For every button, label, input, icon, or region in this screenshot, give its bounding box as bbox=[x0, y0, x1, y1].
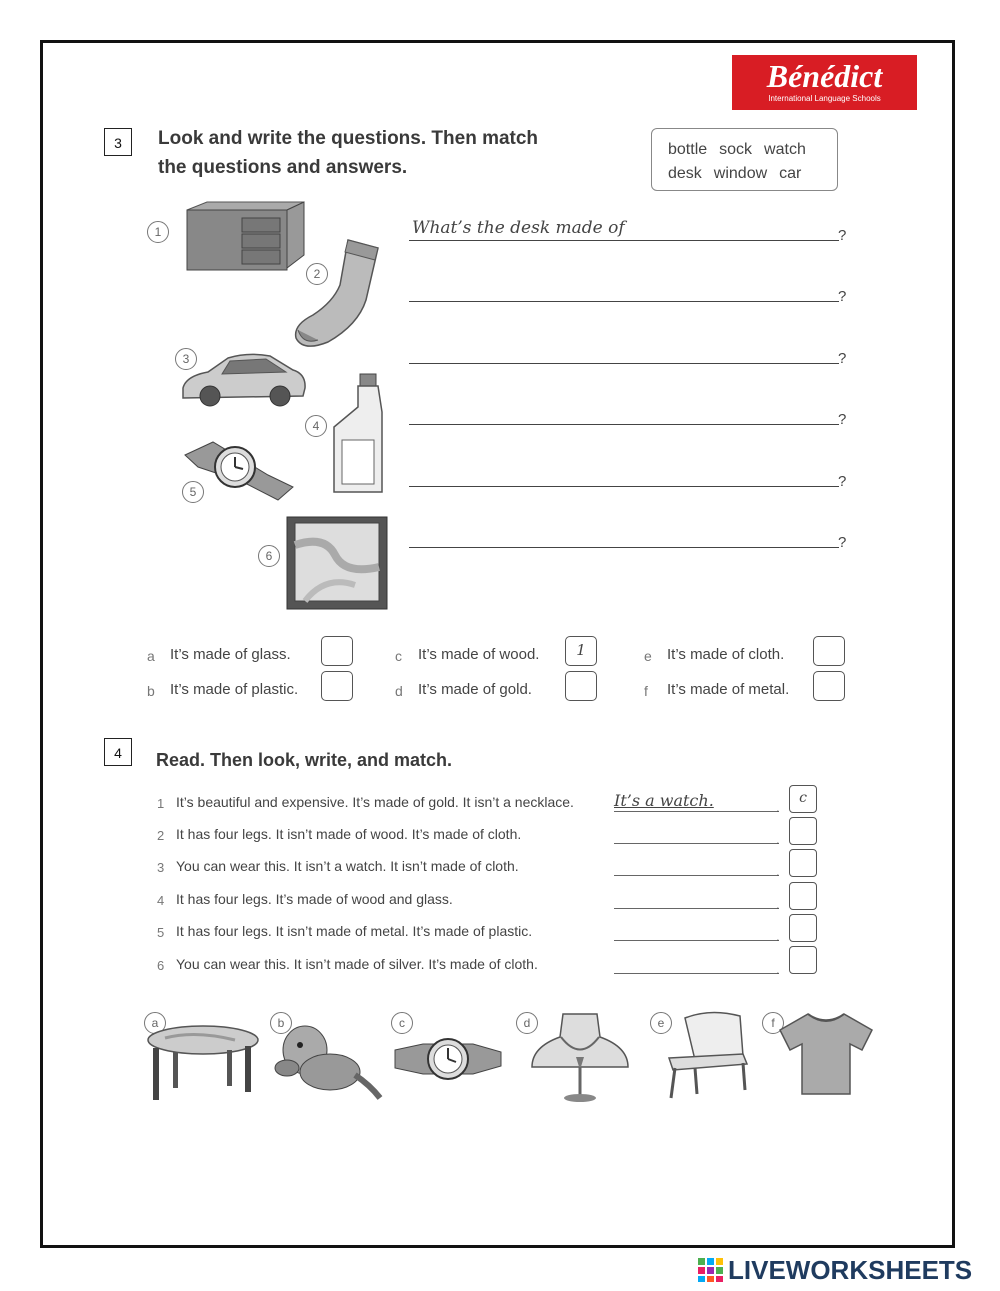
period: . bbox=[776, 929, 780, 944]
question-mark: ? bbox=[838, 350, 847, 367]
picture-letter-circle: a bbox=[144, 1012, 166, 1034]
item-number-circle: 3 bbox=[175, 348, 197, 370]
sentence-text: You can wear this. It isn’t a watch. It isn’t made of cloth. bbox=[176, 858, 519, 874]
question-line-2[interactable] bbox=[409, 301, 839, 302]
option-text: It’s made of wood. bbox=[418, 646, 540, 663]
liveworksheets-text: LIVEWORKSHEETS bbox=[728, 1255, 973, 1285]
answer-line[interactable] bbox=[614, 973, 779, 974]
item-number-circle: 4 bbox=[305, 415, 327, 437]
option-letter: d bbox=[395, 683, 403, 699]
sentence-number: 6 bbox=[157, 958, 165, 973]
table-picture bbox=[145, 1018, 260, 1102]
sentence-number: 2 bbox=[157, 828, 165, 843]
item-number-circle: 2 bbox=[306, 263, 328, 285]
word: car bbox=[779, 165, 802, 182]
window-picture bbox=[285, 515, 390, 613]
watch-picture-c bbox=[393, 1032, 503, 1084]
question-line-3[interactable] bbox=[409, 363, 839, 364]
sentence-text: You can wear this. It isn’t made of silver. It’s made of cloth. bbox=[176, 956, 538, 972]
section4-title: Read. Then look, write, and match. bbox=[156, 750, 453, 770]
picture-letter-circle: d bbox=[516, 1012, 538, 1034]
match-box-1[interactable]: c bbox=[789, 785, 817, 813]
chair-picture bbox=[665, 1008, 750, 1100]
picture-letter-circle: f bbox=[762, 1012, 784, 1034]
watch-picture bbox=[183, 437, 295, 502]
toy-dog-picture bbox=[265, 1020, 383, 1102]
question-mark: ? bbox=[838, 534, 847, 551]
option-answer-box-a[interactable] bbox=[321, 636, 353, 666]
sentence-text: It has four legs. It isn’t made of metal. It’s made of plastic. bbox=[176, 923, 533, 939]
word-box bbox=[651, 128, 838, 191]
question-line-4[interactable] bbox=[409, 424, 839, 425]
sock-picture bbox=[278, 230, 383, 350]
option-letter: c bbox=[395, 648, 402, 664]
question-line-6[interactable] bbox=[409, 547, 839, 548]
section4-number: 4 bbox=[104, 738, 132, 766]
option-answer-box-c[interactable]: 1 bbox=[565, 636, 597, 666]
question-mark: ? bbox=[838, 411, 847, 428]
answer-line[interactable] bbox=[614, 908, 779, 909]
question-mark: ? bbox=[838, 227, 847, 244]
option-text: It’s made of cloth. bbox=[667, 646, 785, 663]
sentence-number: 5 bbox=[157, 925, 165, 940]
option-letter: b bbox=[147, 683, 155, 699]
word: bottle bbox=[668, 141, 708, 158]
sentence-number: 3 bbox=[157, 860, 165, 875]
period: . bbox=[776, 962, 780, 977]
word: watch bbox=[764, 141, 806, 158]
sentence-answer-1[interactable]: It’s a watch. bbox=[614, 791, 714, 810]
option-answer-box-f[interactable] bbox=[813, 671, 845, 701]
sentence-text: It has four legs. It isn’t made of wood. It’s made of cloth. bbox=[176, 826, 522, 842]
sentence-number: 4 bbox=[157, 893, 165, 908]
match-box-6[interactable] bbox=[789, 946, 817, 974]
option-text: It’s made of gold. bbox=[418, 681, 532, 698]
liveworksheets-logo-icon bbox=[698, 1258, 724, 1282]
answer-line[interactable] bbox=[614, 940, 779, 941]
option-answer-box-e[interactable] bbox=[813, 636, 845, 666]
option-letter: a bbox=[147, 648, 155, 664]
match-box-5[interactable] bbox=[789, 914, 817, 942]
match-box-2[interactable] bbox=[789, 817, 817, 845]
word: sock bbox=[719, 141, 753, 158]
logo-name: Bénédict bbox=[766, 58, 883, 94]
car-picture bbox=[178, 348, 308, 410]
word: desk bbox=[668, 165, 702, 182]
bottle-picture bbox=[330, 372, 385, 497]
period: . bbox=[776, 864, 780, 879]
word: window bbox=[713, 165, 768, 182]
section3-number: 3 bbox=[104, 128, 132, 156]
option-text: It’s made of metal. bbox=[667, 681, 790, 698]
question-line-5[interactable] bbox=[409, 486, 839, 487]
necklace-picture bbox=[528, 1012, 632, 1104]
picture-letter-circle: b bbox=[270, 1012, 292, 1034]
option-answer-box-d[interactable] bbox=[565, 671, 597, 701]
picture-letter-circle: e bbox=[650, 1012, 672, 1034]
question-line-1[interactable] bbox=[409, 240, 839, 241]
sentence-number: 1 bbox=[157, 796, 165, 811]
section3-title-line1: Look and write the questions. Then match bbox=[158, 128, 539, 149]
item-number-circle: 5 bbox=[182, 481, 204, 503]
period: . bbox=[776, 897, 780, 912]
match-box-4[interactable] bbox=[789, 882, 817, 910]
sentence-text: It’s beautiful and expensive. It’s made of gold. It isn’t a necklace. bbox=[176, 794, 574, 810]
section3-title bbox=[158, 124, 538, 182]
tshirt-picture bbox=[778, 1012, 874, 1096]
benedict-logo bbox=[732, 55, 917, 110]
question-mark: ? bbox=[838, 288, 847, 305]
option-letter: e bbox=[644, 648, 652, 664]
picture-letter-circle: c bbox=[391, 1012, 413, 1034]
answer-line[interactable] bbox=[614, 843, 779, 844]
option-answer-box-b[interactable] bbox=[321, 671, 353, 701]
period: . bbox=[776, 832, 780, 847]
option-text: It’s made of glass. bbox=[170, 646, 291, 663]
logo-subtitle: International Language Schools bbox=[768, 94, 881, 103]
sentence-text: It has four legs. It’s made of wood and glass. bbox=[176, 891, 453, 907]
answer-line[interactable] bbox=[614, 811, 779, 812]
period: . bbox=[776, 800, 780, 815]
question-answer-1[interactable]: What’s the desk made of bbox=[412, 218, 625, 238]
item-number-circle: 1 bbox=[147, 221, 169, 243]
option-letter: f bbox=[644, 683, 648, 699]
item-number-circle: 6 bbox=[258, 545, 280, 567]
answer-line[interactable] bbox=[614, 875, 779, 876]
question-mark: ? bbox=[838, 473, 847, 490]
section3-title-line2: the questions and answers. bbox=[158, 157, 408, 178]
match-box-3[interactable] bbox=[789, 849, 817, 877]
option-text: It’s made of plastic. bbox=[170, 681, 299, 698]
